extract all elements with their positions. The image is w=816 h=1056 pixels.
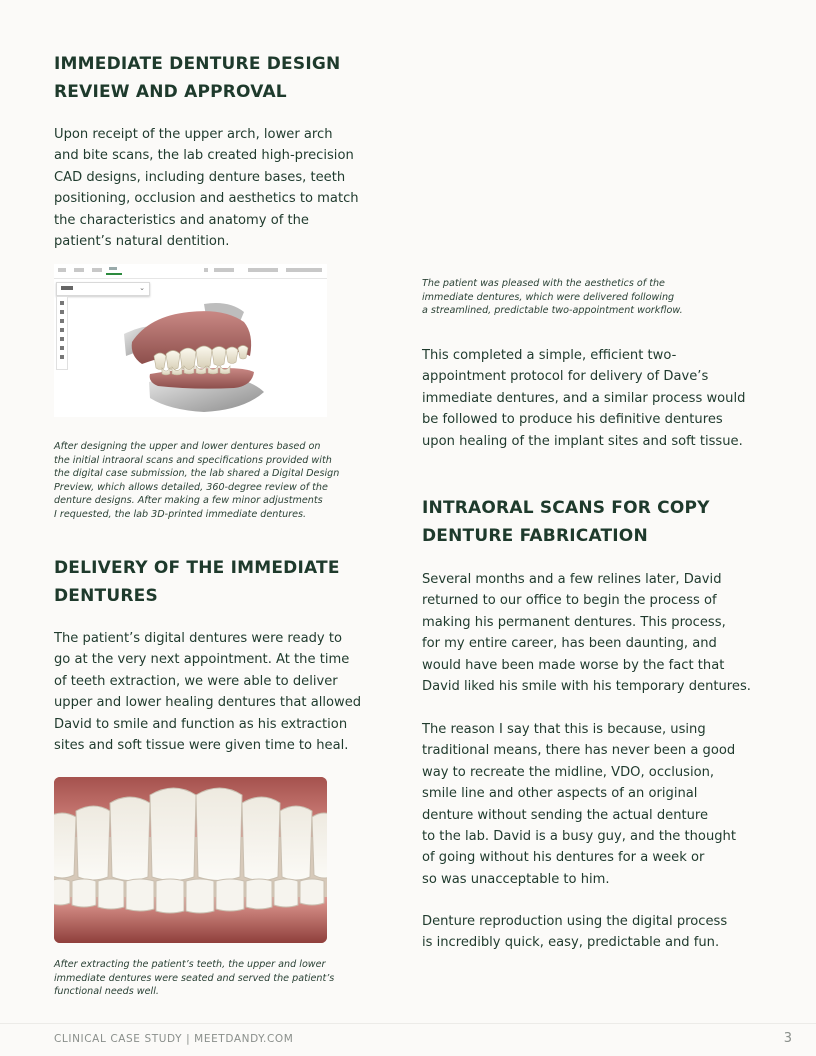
- relines-paragraph: Several months and a few relines later, David returned to our office to begin the process of making his permanent dentures. This process, for my entire career, has been daunting, and would have been made worse by the fact that David liked his smile with his temporary dentures.: [422, 572, 751, 695]
- footer-label: CLINICAL CASE STUDY | MEETDANDY.COM: [54, 1033, 294, 1045]
- design-preview-caption: After designing the upper and lower dentures based on the initial intraoral scans and specifications provided with the digital case submission, the lab shared a Digital Design Preview, which allows detailed, 360-degree review of the denture designs. After making a few minor adjustments I requested, the lab 3D-printed immediate dentures.: [54, 441, 340, 520]
- denture-3d-model: [54, 264, 327, 417]
- denture-reproduction-paragraph: Denture reproduction using the digital process is incredibly quick, easy, predictable and fun.: [422, 914, 728, 951]
- seated-dentures-photo: [54, 777, 327, 943]
- section-heading-design-review: IMMEDIATE DENTURE DESIGN REVIEW AND APPROVAL: [54, 54, 341, 102]
- section-heading-delivery: DELIVERY OF THE IMMEDIATE DENTURES: [54, 558, 340, 606]
- design-review-paragraph: Upon receipt of the upper arch, lower arch and bite scans, the lab created high-precision CAD designs, including denture bases, teeth positioning, occlusion and aesthetics to match the characteristics and anatomy of the patient’s natural dentition.: [54, 127, 359, 250]
- aesthetics-caption: The patient was pleased with the aesthetics of the immediate dentures, which were delivered following a streamlined, predictable two-appointment workflow.: [422, 278, 683, 317]
- footer-divider: [0, 1023, 816, 1024]
- protocol-paragraph: This completed a simple, efficient two- appointment protocol for delivery of Dave’s immediate dentures, and a similar process would be followed to produce his definitive dentures upon healing of the implant sites and soft tissue.: [422, 348, 746, 449]
- traditional-means-paragraph: The reason I say that this is because, using traditional means, there has never been a good way to recreate the midline, VDO, occlusion, smile line and other aspects of an original denture without sending the actual denture to the lab. David is a busy guy, and the thought of going without his dentures for a week or so was unacceptable to him.: [422, 722, 736, 887]
- delivery-paragraph: The patient’s digital dentures were ready to go at the very next appointment. At the time of teeth extraction, we were able to deliver upper and lower healing dentures that allowed David to smile and function as his extraction sites and soft tissue were given time to heal.: [54, 631, 362, 754]
- chevron-down-icon: ⌄: [139, 284, 145, 292]
- page-number: 3: [783, 1031, 792, 1046]
- section-heading-intraoral-scans: INTRAORAL SCANS FOR COPY DENTURE FABRICATION: [422, 498, 710, 546]
- teeth-photo-illustration: [54, 777, 327, 943]
- digital-design-preview-image: [54, 264, 327, 417]
- seated-dentures-caption: After extracting the patient’s teeth, the upper and lower immediate dentures were seated and served the patient’s functional needs well.: [54, 959, 335, 998]
